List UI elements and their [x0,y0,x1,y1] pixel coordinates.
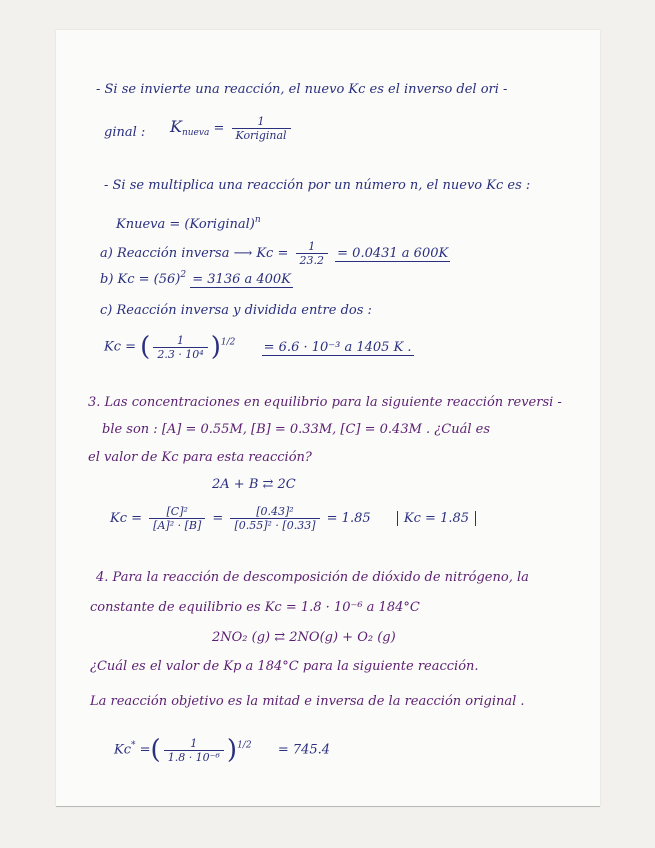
answer-b-label: b) Kc = (56) [100,272,181,287]
rule1-eq: = [213,121,225,136]
problem4-num: 1 [190,736,198,750]
answer-b [100,270,293,287]
problem3-line3: el valor de Kc para esta reacción? [88,450,312,465]
answer-c-num: 1 [177,333,185,347]
answer-a-den: 23.2 [296,253,329,267]
problem4-reaction: 2NO₂ (g) ⇄ 2NO(g) + O₂ (g) [212,630,396,645]
problem3-f2-den: [0.55]² · [0.33] [230,518,319,532]
answer-a-result: = 0.0431 a 600K [337,246,449,261]
rule2-formula-text: Knueva = (Koriginal) [116,217,255,232]
problem4-fraction [164,737,224,764]
rule1-formula [170,115,294,142]
problem3-eq: = [212,511,224,526]
problem4-k-lhs: Kc [114,742,131,758]
problem3-line1: 3. Las concentraciones en equilibrio para la siguiente reacción reversi - [88,395,562,410]
answer-c-den: 2.3 · 10⁴ [153,347,207,361]
answer-a [100,240,450,267]
problem3-kc-lhs: Kc = [110,511,143,526]
problem4-exp: 1/2 [237,740,252,751]
answer-a-label: a) Reacción inversa ⟶ Kc = [100,246,289,261]
problem4-k-sup: * [131,740,136,751]
answer-c-label: c) Reacción inversa y dividida entre dos : [100,303,372,318]
answer-c-formula: Kc = ( $\frac{1}{\text{2.3 · 10⁴}}$ )$^{1/2}$ = 6.6 · 10⁻³ a 1405 K . [104,332,412,362]
rule2-line1: - Si se multiplica una reacción por un número n, el nuevo Kc es : [104,178,531,193]
problem3-boxed-answer: Kc = 1.85 [397,511,476,526]
rule1-fraction [232,115,291,142]
problem4-den: 1.8 · 10⁻⁶ [164,750,224,764]
problem4-k-eq: = [139,742,151,758]
rule1-line2-text: ginal : [104,125,146,140]
rule1-lhs-sub: nueva [181,128,210,138]
rule1-line1: - Si se invierte una reacción, el nuevo Kc es el inverso del ori - [96,82,508,97]
rule2-formula [116,215,261,232]
answer-c-result: = 6.6 · 10⁻³ a 1405 K . [263,339,412,355]
problem4-line1: 4. Para la reacción de descomposición de dióxido de nitrógeno, la [96,570,529,585]
problem4-solution: Kc* =( $\frac{1}{\text{1.8 · 10⁻⁶}}$ )$^{1/2}$ = 745.4 [114,735,331,765]
problem3-f1-den: [A]² · [B] [149,518,205,532]
problem3-reaction: 2A + B ⇄ 2C [212,477,296,492]
rule2-exp: n [254,215,261,225]
rule1-line2 [104,125,145,140]
problem3-fraction-1 [149,505,205,532]
answer-a-num: 1 [308,240,316,253]
answer-c-exp: 1/2 [220,337,236,348]
problem3-solution [110,505,476,532]
rule1-lhs: K [170,117,182,136]
problem4-line2: constante de equilibrio es Kc = 1.8 · 10⁻⁶ a 184°C [90,600,420,615]
page-bottom-rule [56,806,600,807]
answer-c-fraction [153,334,207,361]
answer-b-exp: 2 [180,270,187,280]
problem4-result: = 745.4 [277,742,331,758]
answer-a-fraction [296,240,329,267]
problem3-result: = 1.85 [326,511,371,526]
problem3-f2-num: [0.43]² [256,505,294,518]
answer-c-lhs: Kc = [104,339,137,355]
problem3-f1-num: [C]² [166,505,188,518]
problem3-line2: ble son : [A] = 0.55M, [B] = 0.33M, [C] = 0.43M . ¿Cuál es [102,422,491,437]
rule1-den: Koriginal [232,128,291,142]
problem4-note: La reacción objetivo es la mitad e inversa de la reacción original . [90,694,525,709]
problem4-question: ¿Cuál es el valor de Kp a 184°C para la siguiente reacción. [90,659,479,674]
notebook-page [56,30,600,806]
rule1-num: 1 [257,115,265,128]
answer-b-result: = 3136 a 400K [192,272,291,287]
problem3-fraction-2 [230,505,319,532]
